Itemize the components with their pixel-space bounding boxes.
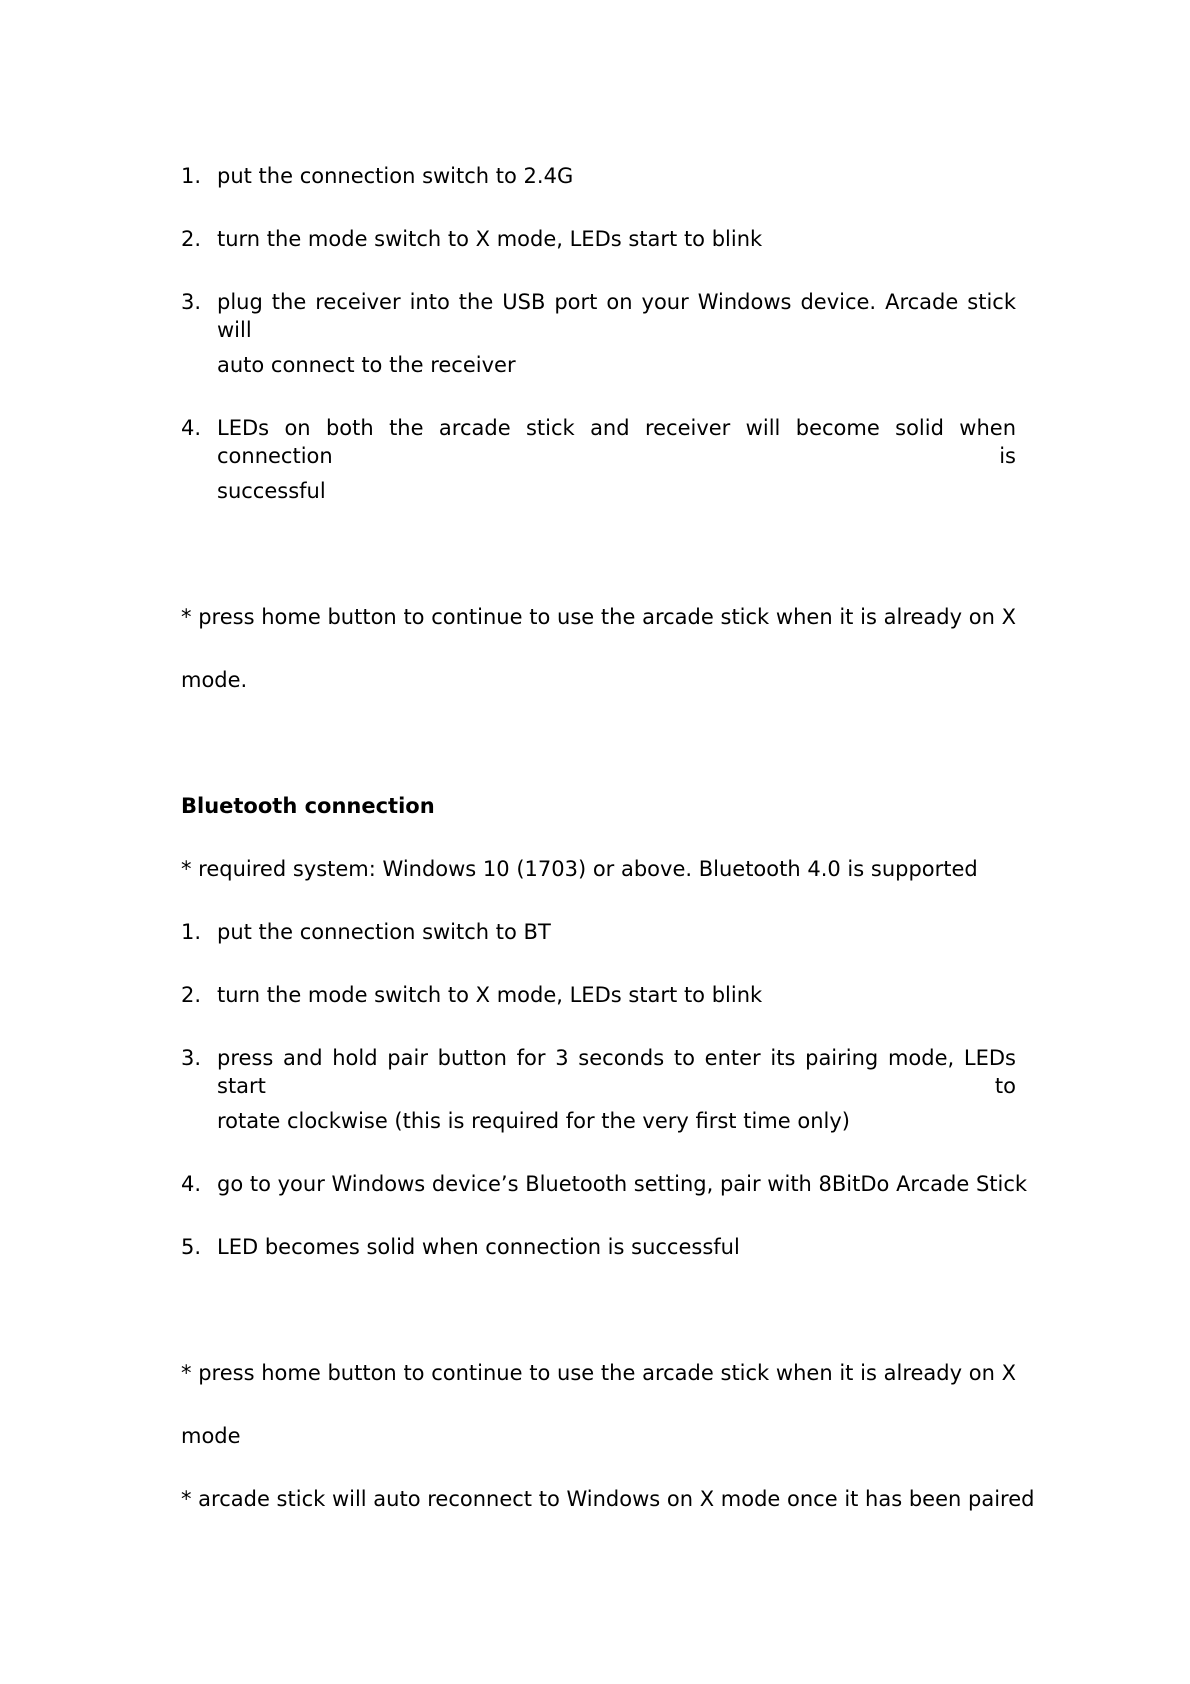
- step-text: press and hold pair button for 3 seconds to enter its pairing mode, LEDs start to: [217, 1046, 1016, 1098]
- step-number: 5.: [181, 1235, 202, 1259]
- step-text: LED becomes solid when connection is successful: [217, 1235, 740, 1259]
- section-heading: Bluetooth connection: [181, 794, 435, 818]
- step-text: LEDs on both the arcade stick and receiver will become solid when connection is: [217, 416, 1016, 468]
- step-number: 3.: [181, 290, 202, 314]
- step-text: turn the mode switch to X mode, LEDs start to blink: [217, 227, 763, 251]
- step-number: 1.: [181, 920, 202, 944]
- note-home-button: * press home button to continue to use the arcade stick when it is already on X: [181, 1361, 1016, 1385]
- requirement-note: * required system: Windows 10 (1703) or above. Bluetooth 4.0 is supported: [181, 857, 978, 881]
- step-number: 4.: [181, 1172, 202, 1196]
- step-text-continued: rotate clockwise (this is required for the very first time only): [217, 1109, 850, 1133]
- step-text: go to your Windows device’s Bluetooth setting, pair with 8BitDo Arcade Stick: [217, 1172, 1028, 1196]
- step-number: 3.: [181, 1046, 202, 1070]
- step-text: put the connection switch to 2.4G: [217, 164, 574, 188]
- step-text-continued: auto connect to the receiver: [217, 353, 516, 377]
- note-auto-reconnect: * arcade stick will auto reconnect to Windows on X mode once it has been paired: [181, 1487, 1035, 1511]
- step-number: 2.: [181, 227, 202, 251]
- step-text: plug the receiver into the USB port on your Windows device. Arcade stick will: [217, 290, 1016, 342]
- note-home-button: * press home button to continue to use the arcade stick when it is already on X: [181, 605, 1016, 629]
- step-number: 4.: [181, 416, 202, 440]
- step-text: turn the mode switch to X mode, LEDs start to blink: [217, 983, 763, 1007]
- step-number: 2.: [181, 983, 202, 1007]
- step-text: put the connection switch to BT: [217, 920, 551, 944]
- note-home-button-continued: mode.: [181, 668, 248, 692]
- step-number: 1.: [181, 164, 202, 188]
- step-text-continued: successful: [217, 479, 326, 503]
- note-home-button-continued: mode: [181, 1424, 241, 1448]
